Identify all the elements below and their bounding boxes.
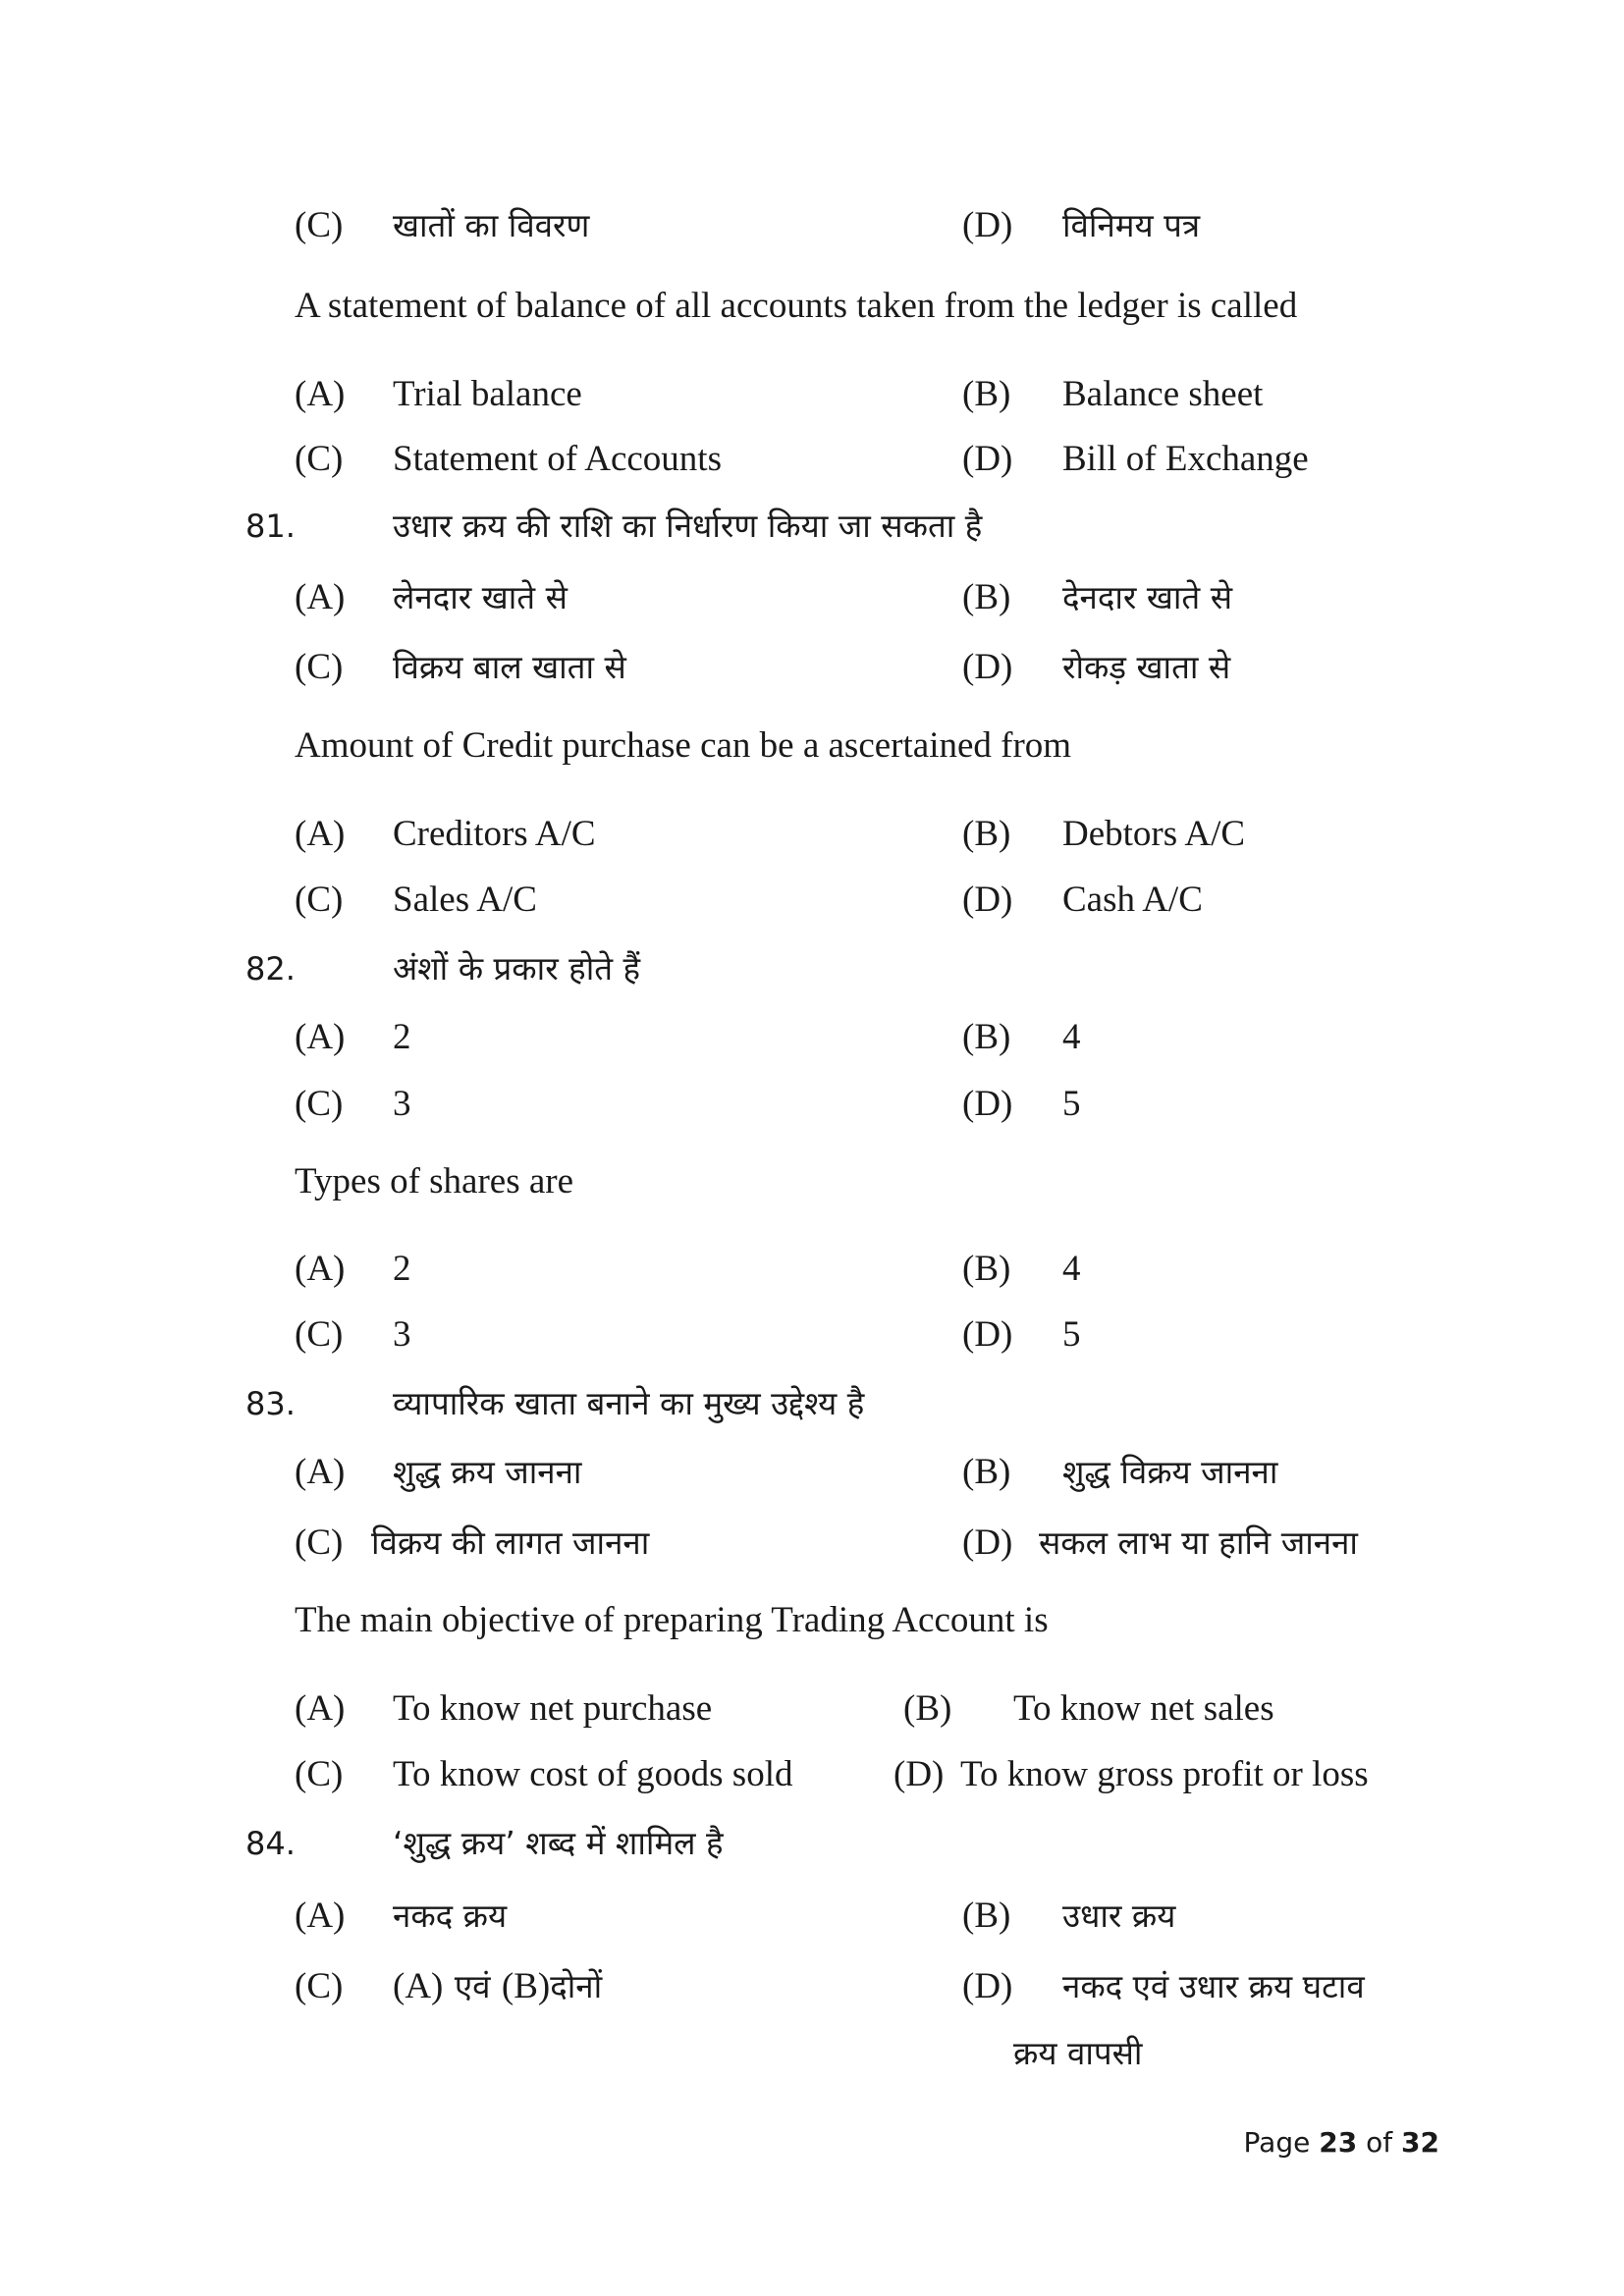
option-text: Trial balance <box>393 374 582 414</box>
option-text-part: दोनों <box>550 1967 603 2005</box>
option-text: विनिमय पत्र <box>1062 206 1201 244</box>
option-label: (D) <box>962 1966 1013 2006</box>
option-text-continued: क्रय वापसी <box>1013 2034 1143 2072</box>
option-label: (D) <box>962 1084 1013 1124</box>
question-text-hi: अंशों के प्रकार होते हैं <box>393 949 641 988</box>
option-text: Cash A/C <box>1062 880 1203 920</box>
option-text: नकद एवं उधार क्रय घटाव <box>1062 1967 1365 2005</box>
page-number <box>1244 2126 1439 2159</box>
question-text-en: Types of shares are <box>295 1161 574 1201</box>
option-label: (A) <box>295 1896 346 1936</box>
option-label: (C) <box>295 1966 344 2006</box>
option-text: लेनदार खाते से <box>393 578 568 616</box>
option-label: (D) <box>962 647 1013 687</box>
option-text-part: (B) <box>501 1966 551 2006</box>
option-text: Debtors A/C <box>1062 814 1246 854</box>
option-text: To know gross profit or loss <box>960 1754 1369 1794</box>
option-label: (B) <box>962 814 1011 854</box>
option-label: (C) <box>295 880 344 920</box>
option-label: (B) <box>962 374 1011 414</box>
option-label: (A) <box>295 1017 346 1057</box>
question-text-hi: ‘शुद्ध क्रय’ शब्द में शामिल है <box>393 1824 724 1862</box>
option-text: उधार क्रय <box>1062 1896 1176 1935</box>
option-label: (B) <box>962 577 1011 617</box>
option-label: (C) <box>295 1522 344 1563</box>
option-text: Bill of Exchange <box>1062 439 1309 479</box>
option-label: (A) <box>295 814 346 854</box>
option-label: (B) <box>962 1017 1011 1057</box>
option-text: Statement of Accounts <box>393 439 722 479</box>
option-text: शुद्ध विक्रय जानना <box>1062 1453 1278 1491</box>
question-number: 81. <box>245 507 296 545</box>
option-label: (D) <box>962 439 1013 479</box>
option-text: सकल लाभ या हानि जानना <box>1039 1523 1358 1562</box>
option-text: 5 <box>1062 1314 1081 1355</box>
option-label: (A) <box>295 1452 346 1492</box>
option-text: Sales A/C <box>393 880 537 920</box>
total-pages: 32 <box>1401 2126 1439 2159</box>
option-text: 4 <box>1062 1017 1081 1057</box>
option-label: (B) <box>903 1688 952 1729</box>
option-text: विक्रय बाल खाता से <box>393 648 626 686</box>
option-text: नकद क्रय <box>393 1896 508 1935</box>
option-text: Creditors A/C <box>393 814 596 854</box>
option-label: (C) <box>295 647 344 687</box>
option-text: देनदार खाते से <box>1062 578 1233 616</box>
option-label: (A) <box>295 577 346 617</box>
option-text: Balance sheet <box>1062 374 1264 414</box>
option-label: (D) <box>962 1522 1013 1563</box>
question-text-en: Amount of Credit purchase can be a ascertained from <box>295 725 1072 766</box>
question-text-hi: उधार क्रय की राशि का निर्धारण किया जा सकता है <box>393 507 983 545</box>
option-text: शुद्ध क्रय जानना <box>393 1453 582 1491</box>
option-text: खातों का विवरण <box>393 206 590 244</box>
option-text: 3 <box>393 1314 411 1355</box>
option-label: (C) <box>295 1754 344 1794</box>
option-text: 2 <box>393 1249 411 1289</box>
question-text-hi: व्यापारिक खाता बनाने का मुख्य उद्देश्य है <box>393 1384 865 1422</box>
current-page: 23 <box>1319 2126 1358 2159</box>
question-text-en: The main objective of preparing Trading Account is <box>295 1600 1049 1640</box>
option-label: (C) <box>295 1314 344 1355</box>
option-text: To know cost of goods sold <box>393 1754 793 1794</box>
option-text: 5 <box>1062 1084 1081 1124</box>
option-text: 4 <box>1062 1249 1081 1289</box>
option-text-part: (A) <box>393 1966 444 2006</box>
option-label: (B) <box>962 1896 1011 1936</box>
question-number: 83. <box>245 1385 296 1422</box>
option-text <box>393 1965 602 2008</box>
option-text: To know net purchase <box>393 1688 713 1729</box>
option-label: (B) <box>962 1452 1011 1492</box>
page-of: of <box>1366 2126 1393 2159</box>
option-label: (C) <box>295 205 344 245</box>
option-text-part: एवं <box>454 1967 491 2005</box>
option-label: (D) <box>962 1314 1013 1355</box>
option-label: (C) <box>295 439 344 479</box>
option-text: विक्रय की लागत जानना <box>371 1523 650 1562</box>
option-text: 3 <box>393 1084 411 1124</box>
option-label: (A) <box>295 1249 346 1289</box>
option-label: (D) <box>893 1754 945 1794</box>
option-text: 2 <box>393 1017 411 1057</box>
page-prefix: Page <box>1243 2126 1311 2159</box>
question-text-en: A statement of balance of all accounts taken from the ledger is called <box>295 286 1298 326</box>
question-number: 82. <box>245 950 296 988</box>
option-label: (D) <box>962 205 1013 245</box>
option-text: रोकड़ खाता से <box>1062 648 1231 686</box>
option-label: (A) <box>295 1688 346 1729</box>
option-label: (B) <box>962 1249 1011 1289</box>
question-number: 84. <box>245 1825 296 1862</box>
option-label: (A) <box>295 374 346 414</box>
option-label: (D) <box>962 880 1013 920</box>
option-text: To know net sales <box>1013 1688 1274 1729</box>
option-label: (C) <box>295 1084 344 1124</box>
